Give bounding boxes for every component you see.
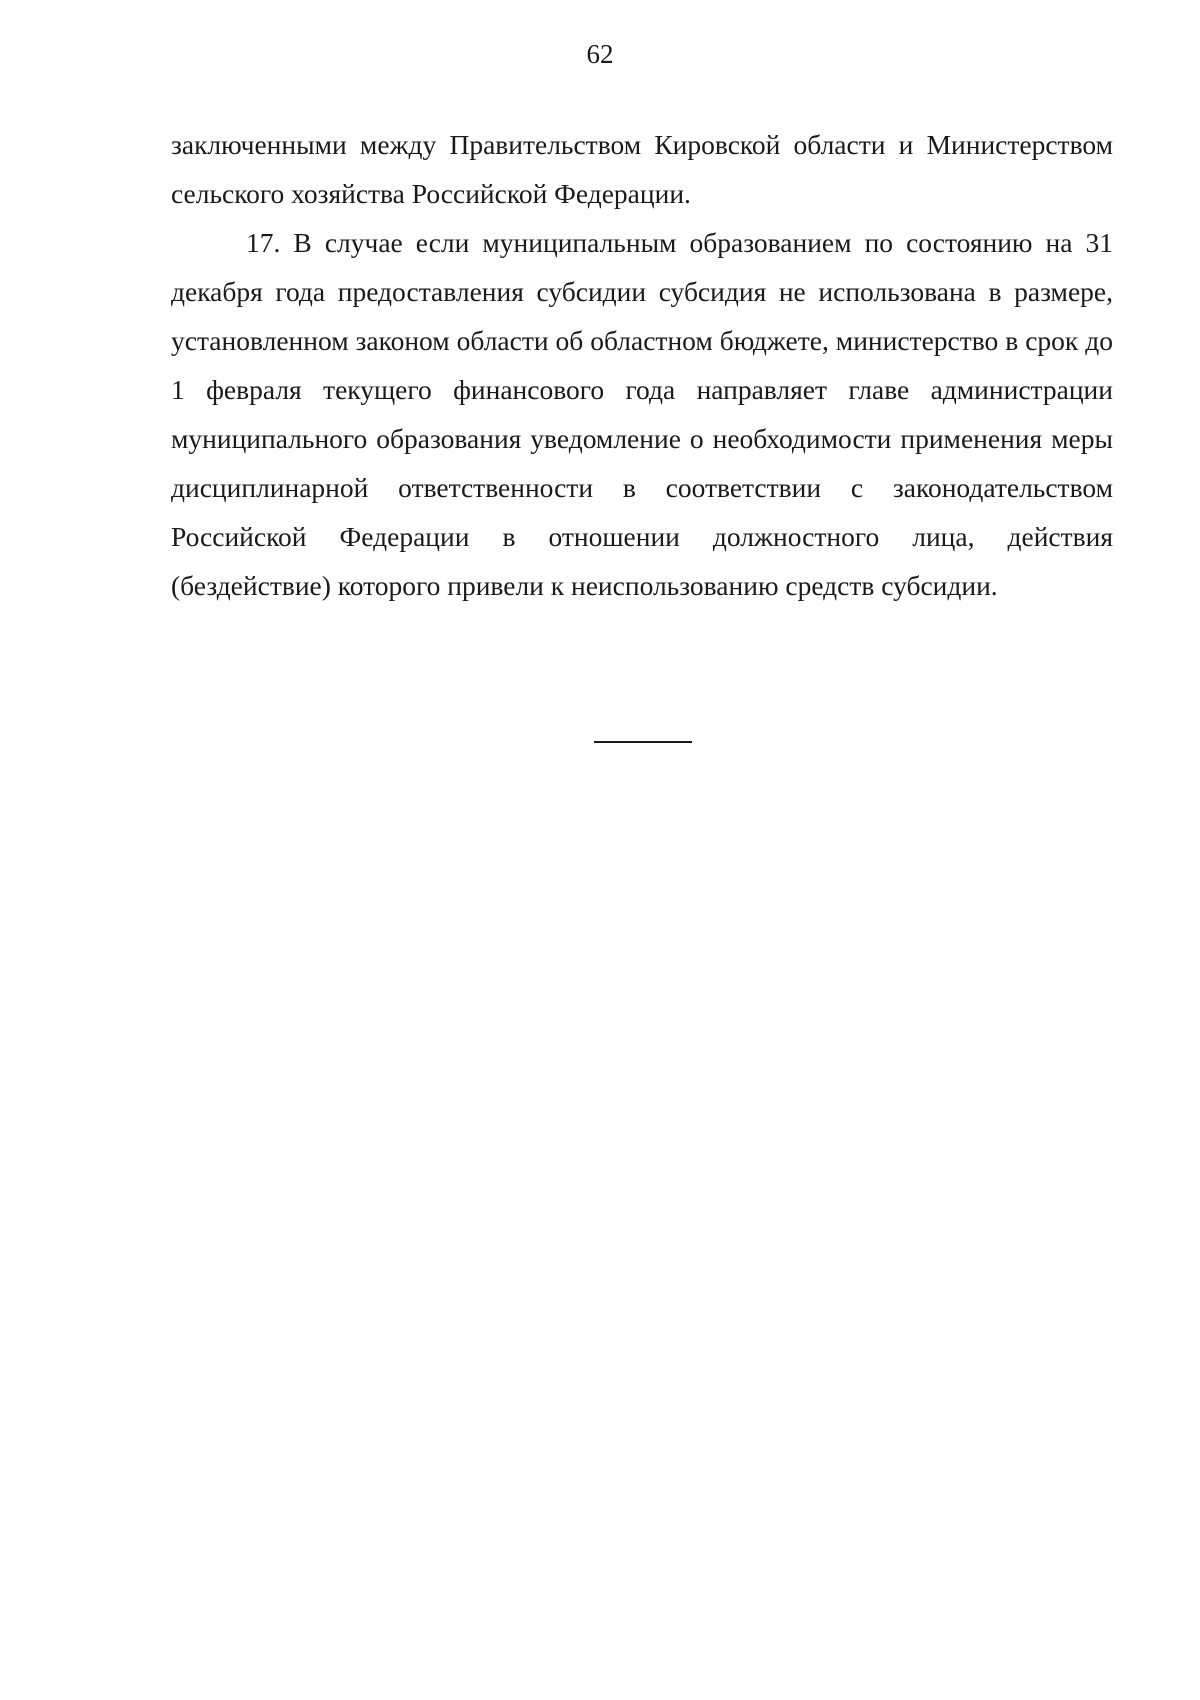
page-number: 62: [586, 39, 614, 69]
paragraph-continuation: заключенными между Правительством Кировской области и Министерством сельского хозяйства Российской Федерации.: [171, 129, 1113, 209]
document-body: [171, 120, 1113, 610]
paragraph-item-17: 17. В случае если муниципальным образованием по состоянию на 31 декабря года предоставления субсидии субсидия не использована в размере, установленном законом области об областном бюджете, министерство в срок до 1 февраля текущего финансового года направляет главе администрации муниципального образования уведомление о необходимости применения меры дисциплинарной ответственности в соответствии с законодательством Российской Федерации в отношении должностного лица, действия (бездействие) которого привели к неиспользованию средств субсидии.: [171, 227, 1113, 601]
end-of-document-rule: [594, 741, 692, 743]
